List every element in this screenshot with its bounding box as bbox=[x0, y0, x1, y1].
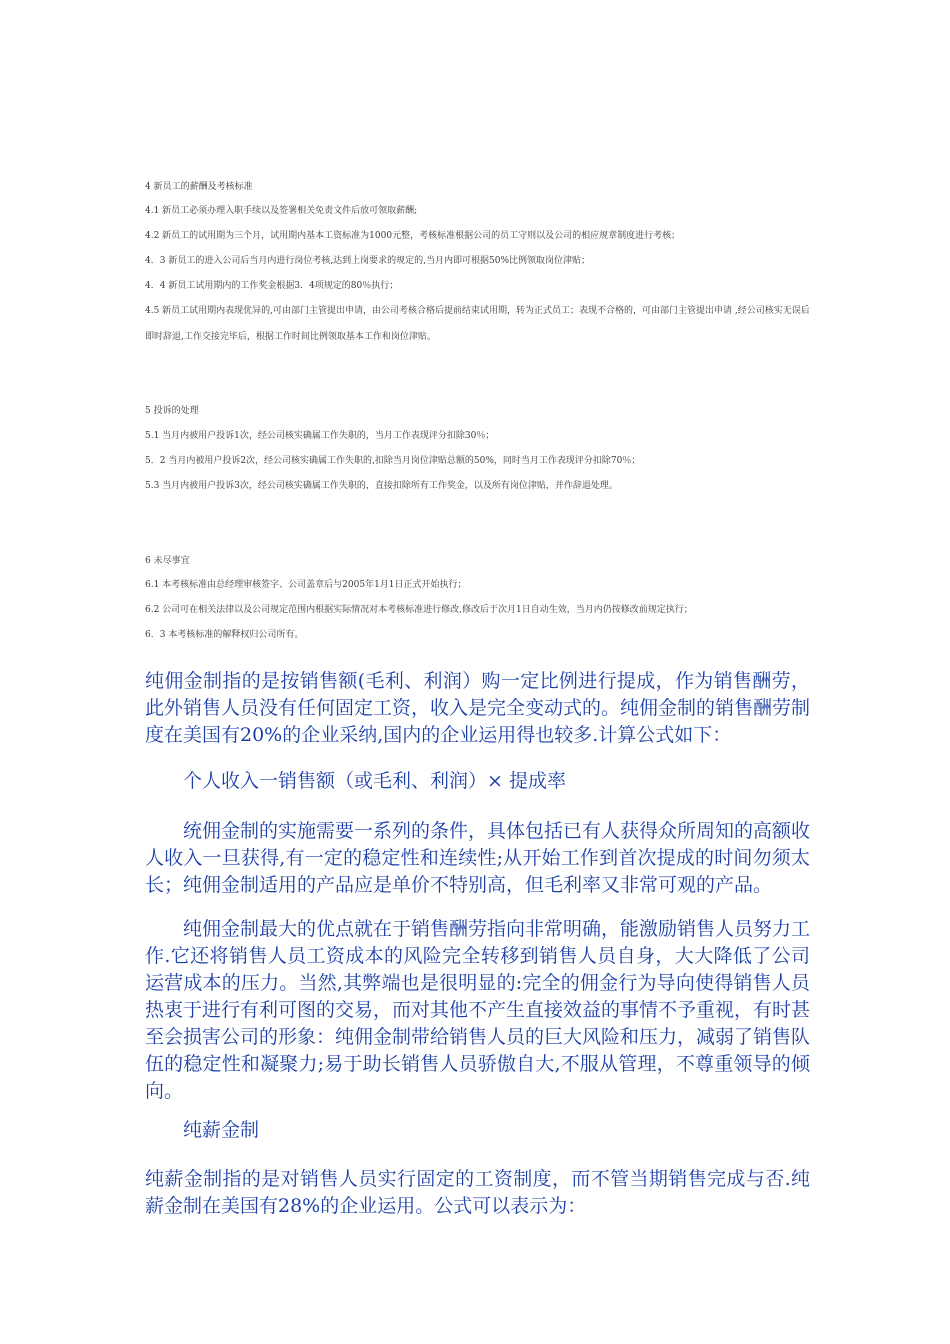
paragraph-commission-pros-cons: 纯佣金制最大的优点就在于销售酬劳指向非常明确，能激励销售人员努力工作.它还将销售人员工资成本的风险完全转移到销售人员自身，大大降低了公司运营成本的压力。当然,其弊端也是很明显的:完全的佣金行为导向使得销售人员热衷于进行有利可图的交易，而对其他不产生直接效益的事情不予重视，有时甚至会损害公司的形象：纯佣金制带给销售人员的巨大风险和压力，减弱了销售队伍的稳定性和凝聚力;易于助长销售人员骄傲自大,不服从管理，不尊重领导的倾向。 bbox=[145, 918, 811, 1102]
section6-item-1: 6.1 本考核标准由总经理审核签字、公司盖章后与2005年1月1日正式开始执行； bbox=[145, 580, 467, 590]
section6-item-2: 6.2 公司可在相关法律以及公司规定范围内根据实际情况对本考核标准进行修改,修改后于次月1日自动生效，当月内仍按修改前规定执行； bbox=[145, 605, 693, 615]
section6-item-3: 6．3 本考核标准的解释权归公司所有。 bbox=[145, 630, 304, 640]
section5-item-3: 5.3 当月内被用户投诉3次，经公司核实确属工作失职的，直接扣除所有工作奖金，以及所有岗位津贴，并作辞退处理。 bbox=[145, 481, 618, 491]
section6-heading: 6 未尽事宜 bbox=[145, 556, 190, 566]
section4-item-3: 4．3 新员工的进入公司后当月内进行岗位考核,达到上岗要求的规定的,当月内即可根据50%比例领取岗位津贴； bbox=[145, 256, 591, 266]
section5-item-1: 5.1 当月内被用户投诉1次，经公司核实确属工作失职的，当月工作表现评分扣除30％； bbox=[145, 431, 495, 441]
section5-item-2: 5．2 当月内被用户投诉2次，经公司核实确属工作失职的,扣除当月岗位津贴总额的50%，同时当月工作表现评分扣除70％； bbox=[145, 456, 641, 466]
section4-item-4: 4．4 新员工试用期内的工作奖金根据3．4项规定的80％执行； bbox=[145, 281, 399, 291]
section4-item-2: 4.2 新员工的试用期为三个月，试用期内基本工资标准为1000元整，考核标准根据公司的员工守则以及公司的相应规章制度进行考核； bbox=[145, 231, 681, 241]
section5-heading: 5 投诉的处理 bbox=[145, 406, 199, 416]
paragraph-salary-definition: 纯薪金制指的是对销售人员实行固定的工资制度，而不管当期销售完成与否.纯薪金制在美国有28%的企业运用。公式可以表示为： bbox=[145, 1168, 810, 1217]
section4-heading: 4 新员工的薪酬及考核标准 bbox=[145, 182, 253, 192]
section4-item-1: 4.1 新员工必须办理入职手续以及签署相关免责文件后放可领取薪酬; bbox=[145, 206, 418, 216]
paragraph-commission-conditions: 统佣金制的实施需要一系列的条件，具体包括已有人获得众所周知的高额收人收入一旦获得,有一定的稳定性和连续性;从开始工作到首次提成的时间勿须太长；纯佣金制适用的产品应是单价不特别高，但毛利率又非常可观的产品。 bbox=[145, 820, 811, 896]
paragraph-commission-definition: 纯佣金制指的是按销售额(毛利、利润）购一定比例进行提成，作为销售酬劳，此外销售人员没有任何固定工资，收入是完全变动式的。纯佣金制的销售酬劳制度在美国有20%的企业采纳,国内的企业运用得也较多.计算公式如下： bbox=[145, 670, 811, 746]
section4-item-5: 4.5 新员工试用期内表现优异的,可由部门主管提出申请，由公司考核合格后提前结束试用期，转为正式员工；表现不合格的，可由部门主管提出申请 ,经公司核实无误后即时辞退,工作交接完毕后，根据工作时间比例领取基本工作和岗位津贴。 bbox=[145, 306, 810, 342]
formula-commission: 个人收入一销售额（或毛利、利润）× 提成率 bbox=[183, 770, 566, 792]
heading-salary-system: 纯薪金制 bbox=[183, 1119, 260, 1141]
